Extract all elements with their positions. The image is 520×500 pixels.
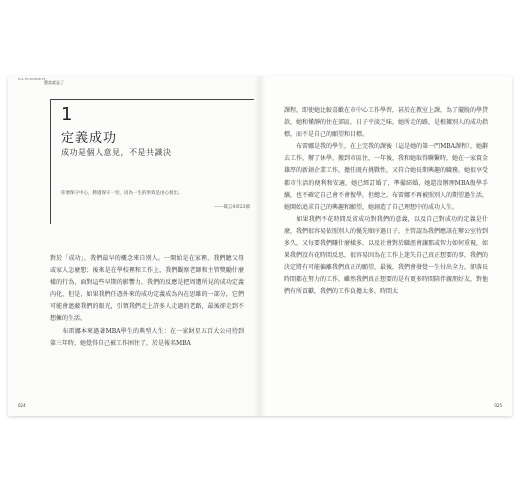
right-body-text: 課程，即使她比較喜歡在市中心工作學習，甚於在教室上課，為了擺脫的學貸款，她和懂靜的住在郊區，日子平淡乏味，她所走的路，是根據別人的成功指標，而不是自己的願望和目標。 布雷娜是我的學生，在上完我的課後（這是她的第一門MBA課程），她辭去工作，辦了休學，搬到市區住，一年後，我和她取得聯繫時，她在一家資金雄厚的新創企業工作，擔任既有挑戰性，又符合她長期興趣的職務，她很享受都市生活的便利和安適，她已經訂婚了，準備結婚，她還沒辦理MBA復學手續，也不確定自己會不會復學，但總之，布雷娜不再被照別人的期望過生活，她開始追求自己的興趣和願望，她創造了自己理想中的成功人生。 如果我們不花時間反省成功對我們的意義，以及自己對成功的定義是什麼，我們很容易依照別人的優先順序過日子，主管認為我們應該在辦公室待到多久，又每要我們賺什麼樣多，以及社會對於職涯會讓那或智力如何重視，如果我們沒有花時間反思，很容易因為在工作上迷失自己真正想要的事，我們的決定將有可能偏離我們真正的願望，最後，我們會發覺一生付出全力，卻落長時間都在努力的工作，雖然我們真正想要的是有更多時間陪伴親朋好友，對他們有所貢獻，我們的工作負擔太多，時間太 [284,107,489,296]
chapter-subtitle: 成功是個人意見，不是共識決 [61,148,172,157]
right-page-number: 025 [494,403,502,408]
running-header: 豐富就是了 [44,80,64,85]
epigraph-source: ——箴言4章23節 [214,205,250,210]
chapter-title: 定義成功 [61,131,118,146]
chapter-number: 1 [61,104,73,125]
chapter-opener [50,99,254,224]
left-page-number: 024 [18,403,26,408]
publisher-logo: the ECONOMIST [18,77,46,81]
epigraph-quote: 你要保守中心，勝過保守一切，因為一生的果效是由心發出。 [61,191,183,196]
book-gutter [254,76,266,416]
book-spread [8,76,512,416]
left-page [8,76,260,416]
left-body-text: 對於「成功」，我們最早的概念來自別人。一開始是在家裡，我們聽父母或家人怎麼想；後來是在學校裡和工作上，我們觀察老師和主管獎勵什麼樣的行為，面對這些早期的影響力，我們的反應是把周遭所見的成功定義內化，但是，如果我們任憑外來的成功定義成為內在思維的一部分，它們可能會遮蔽我們的眼光，引領我們走上許多人走過的老路，最後卻走到不想擁的生活。 布雷娜本來過著MBA學生的典型人生：在一家財星五百大公司待到第三年時，她覺得自己被工作困住了，於是報名MBA [50,255,244,347]
right-page [260,76,512,416]
